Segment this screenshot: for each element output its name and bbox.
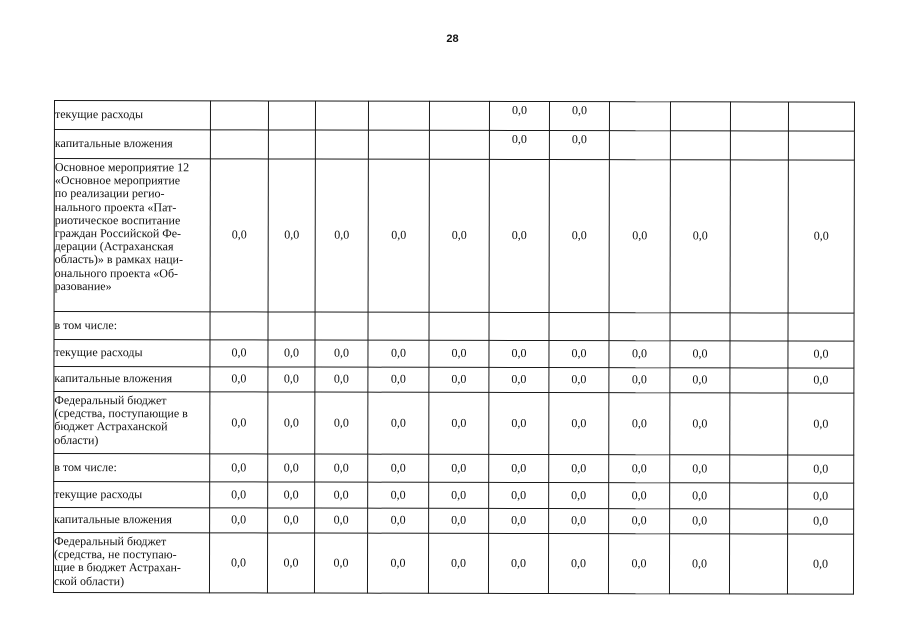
table-row [54,454,854,484]
row-label: текущие расходы [54,107,144,122]
value-cell: 0,0 [609,483,670,509]
value-cell [730,393,788,455]
value-cell: 0,0 [788,341,854,368]
value-cell: 0,0 [549,509,609,534]
value-cell: 0,0 [367,533,428,593]
row-label-cell [54,454,210,482]
value-cell [730,313,788,341]
value-cell: 0,0 [489,340,549,367]
value-cell [730,509,788,534]
value-cell [268,312,315,340]
value-cell: 0,0 [608,534,669,594]
value-cell [268,130,315,159]
value-cell: 0,0 [489,130,549,159]
value-cell [788,102,854,131]
table-row [54,367,854,394]
value-cell: 0,0 [488,533,548,593]
value-cell: 0,0 [315,454,368,482]
value-cell [730,131,788,160]
value-cell: 0,0 [609,509,670,534]
value-cell: 0,0 [489,508,549,533]
value-cell: 0,0 [670,160,730,313]
value-cell: 0,0 [489,367,549,392]
value-cell [670,131,730,160]
value-cell: 0,0 [669,534,729,594]
value-cell: 0,0 [268,159,315,312]
row-label: Федеральный бюджет (средства, поступающие в бюджет Астраханской области) [54,393,188,447]
value-cell: 0,0 [489,482,549,508]
value-cell [315,312,368,340]
value-cell [730,483,788,509]
value-cell: 0,0 [549,483,609,509]
value-cell: 0,0 [368,508,429,533]
table-row [53,533,853,595]
value-cell: 0,0 [268,454,315,482]
value-cell [670,102,730,131]
value-cell: 0,0 [429,340,489,367]
value-cell: 0,0 [429,367,489,392]
value-cell: 0,0 [549,160,609,313]
table-body [53,101,854,595]
value-cell [729,534,787,594]
row-label-cell [54,340,210,367]
value-cell [730,368,788,393]
value-cell: 0,0 [489,392,549,454]
value-cell [210,312,268,340]
value-cell: 0,0 [549,393,609,455]
row-label-cell [54,130,210,159]
value-cell: 0,0 [210,454,268,482]
value-cell [730,455,788,483]
value-cell: 0,0 [368,392,429,454]
value-cell: 0,0 [788,368,854,393]
value-cell [670,313,730,341]
value-cell [609,313,670,341]
value-cell: 0,0 [210,508,268,533]
value-cell [315,130,368,159]
value-cell: 0,0 [268,367,315,392]
value-cell [730,160,788,313]
table-row [54,508,854,535]
budget-table [53,100,855,595]
value-cell: 0,0 [549,131,609,160]
row-label-cell [54,367,210,392]
value-cell: 0,0 [368,367,429,392]
row-label: капитальные вложения [54,512,172,527]
value-cell: 0,0 [609,160,670,313]
value-cell [368,130,429,159]
value-cell: 0,0 [368,340,429,367]
table-row [54,340,854,369]
value-cell: 0,0 [268,392,315,454]
value-cell: 0,0 [609,393,670,455]
row-label-cell [54,101,210,130]
value-cell: 0,0 [670,393,730,455]
row-label: в том числе: [54,317,118,333]
value-cell [609,102,670,131]
row-label: в том числе: [54,459,117,475]
value-cell [368,312,429,340]
value-cell: 0,0 [210,340,268,367]
value-cell [429,312,489,340]
value-cell: 0,0 [315,159,368,312]
value-cell: 0,0 [429,454,489,482]
value-cell [609,131,670,160]
value-cell: 0,0 [670,368,730,393]
value-cell: 0,0 [368,482,429,508]
row-label-cell [54,482,210,508]
value-cell: 0,0 [429,159,489,312]
value-cell: 0,0 [489,101,549,130]
value-cell: 0,0 [314,533,367,593]
value-cell: 0,0 [429,392,489,454]
row-label: Федеральный бюджет (средства, не поступаю- щие в бюджет Астрахан- ской области) [53,534,181,588]
row-label-cell [54,508,210,533]
value-cell: 0,0 [788,160,854,313]
row-label: капитальные вложения [54,371,173,386]
row-label: текущие расходы [54,345,143,360]
value-cell: 0,0 [268,482,315,508]
value-cell: 0,0 [315,482,368,508]
value-cell [549,313,609,341]
value-cell [489,312,549,340]
table-row [54,312,854,342]
value-cell: 0,0 [428,533,488,593]
value-cell: 0,0 [368,159,429,312]
value-cell [315,101,368,130]
value-cell: 0,0 [210,367,268,392]
value-cell [210,101,268,130]
value-cell: 0,0 [268,508,315,533]
value-cell: 0,0 [549,455,609,483]
value-cell: 0,0 [315,367,368,392]
value-cell: 0,0 [548,534,608,594]
value-cell: 0,0 [209,533,267,593]
value-cell: 0,0 [315,392,368,454]
value-cell: 0,0 [788,509,854,534]
value-cell: 0,0 [549,341,609,368]
value-cell [788,313,854,341]
value-cell: 0,0 [429,508,489,533]
value-cell: 0,0 [788,483,854,509]
value-cell: 0,0 [609,341,670,368]
value-cell: 0,0 [315,508,368,533]
value-cell: 0,0 [489,159,549,312]
row-label: текущие расходы [54,486,143,502]
value-cell: 0,0 [788,455,854,483]
value-cell: 0,0 [670,455,730,483]
value-cell: 0,0 [787,534,853,594]
value-cell [268,101,315,130]
value-cell: 0,0 [609,455,670,483]
table-row [54,159,854,314]
value-cell: 0,0 [549,102,609,131]
value-cell: 0,0 [670,509,730,534]
row-label-cell [54,392,210,454]
page-number: 28 [446,33,459,45]
row-label-cell [54,159,210,312]
row-label-cell [53,533,209,593]
table-row [54,482,854,510]
value-cell: 0,0 [670,341,730,368]
value-cell [730,341,788,368]
row-label: капитальные вложения [54,136,173,151]
value-cell: 0,0 [549,368,609,393]
table-row [54,101,854,132]
value-cell: 0,0 [609,368,670,393]
value-cell: 0,0 [788,393,854,455]
value-cell: 0,0 [670,483,730,509]
value-cell: 0,0 [210,392,268,454]
value-cell: 0,0 [210,482,268,508]
table-row [54,392,854,456]
value-cell [429,101,489,130]
value-cell: 0,0 [429,482,489,508]
value-cell [368,101,429,130]
value-cell [788,131,854,160]
value-cell: 0,0 [489,454,549,482]
value-cell [730,102,788,131]
value-cell [210,130,268,159]
value-cell: 0,0 [210,159,268,312]
value-cell: 0,0 [268,340,315,367]
row-label: Основное мероприятие 12 «Основное мероприятие по реализации регио- нального проекта «Пат- риотическое воспитание граждан Российской Фе- дерации (Астраханская область)» в рамках наци- онального проекта «Об- разование» [54,160,190,293]
value-cell: 0,0 [368,454,429,482]
value-cell: 0,0 [315,340,368,367]
value-cell: 0,0 [267,533,314,593]
table-row [54,130,854,161]
row-label-cell [54,312,210,340]
value-cell [429,130,489,159]
